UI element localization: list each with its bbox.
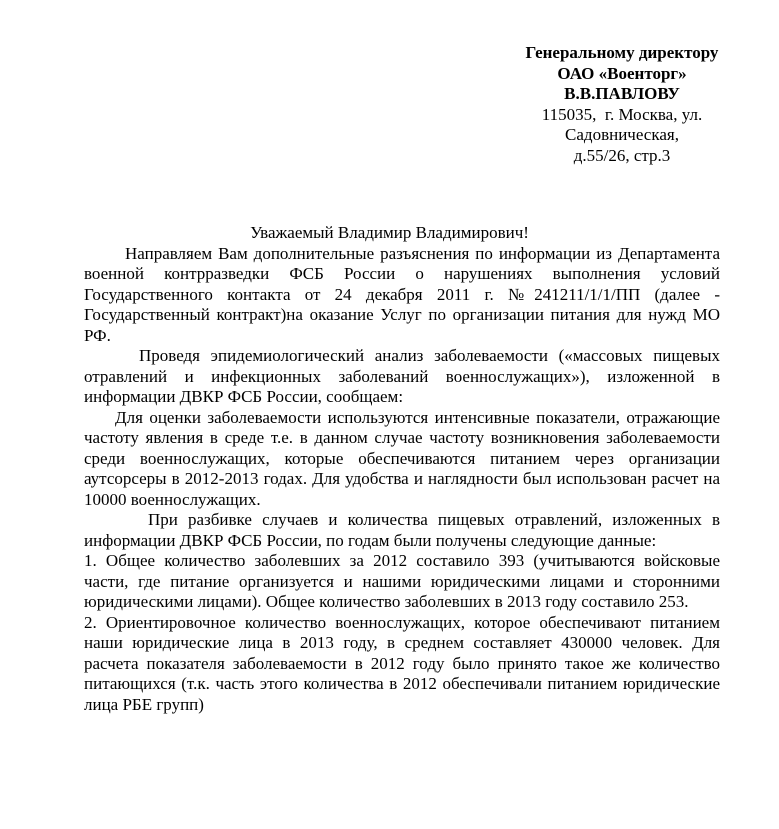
paragraph-intro: Направляем Вам дополнительные разъяснения по информации из Департамента военной контрразведки ФСБ России о нарушениях выполнения условий Государственного контакта от 24 декабря 2011 г. №241211/1/1/ПП (далее - Государственный контракт)на оказание Услуг по организации питания для нужд МО РФ. [84,243,720,345]
letter-body [84,244,720,716]
recipient-address-line-1: 115035, г. Москва, ул. [541,104,703,124]
recipient-address-block [478,43,766,166]
numbered-item-1: 1. Общее количество заболевших за 2012 составило 393 (учитываются войсковые части, где питание организуется и нашими юридическими лицами и сторонними юридическими лицами). Общее количество заболевших в 2013 году составило 253. [84,551,720,611]
recipient-name: В.В.ПАВЛОВУ [564,84,680,103]
paragraph-analysis: Проведя эпидемиологический анализ заболеваемости («массовых пищевых отравлений и инфекционных заболеваний военнослужащих»), изложенной в информации ДВКР ФСБ России, сообщаем: [84,346,720,406]
paragraph-breakdown-lead: При разбивке случаев и количества пищевых отравлений, изложенных в информации ДВКР ФСБ России, по годам были получены следующие данные: [84,510,720,550]
recipient-address-line-2: Садовническая, [565,125,679,144]
letter-page [0,43,779,829]
numbered-item-2: 2. Ориентировочное количество военнослужащих, которое обеспечивают питанием наши юридические лица в 2013 году, в среднем составляет 430000 человек. Для расчета показателя заболеваемости в 2012 году было принято такое же количество питающихся (т.к. часть этого количества в 2012 обеспечивали питанием юридические лица РБЕ групп) [84,612,720,714]
salutation: Уважаемый Владимир Владимирович! [250,223,529,242]
recipient-title: Генеральному директору [525,43,719,62]
recipient-address-line-3: д.55/26, стр.3 [573,145,671,165]
paragraph-methodology: Для оценки заболеваемости используются интенсивные показатели, отражающие частоту явления в среде т.е. в данном случае частоту возникновения заболеваемости среди военнослужащих, которые обеспечиваются питанием через организации аутсорсеры в 2012-2013 годах. Для удобства и наглядности был использован расчет на 10000 военнослужащих. [84,407,720,509]
recipient-organization: ОАО «Военторг» [557,63,687,83]
